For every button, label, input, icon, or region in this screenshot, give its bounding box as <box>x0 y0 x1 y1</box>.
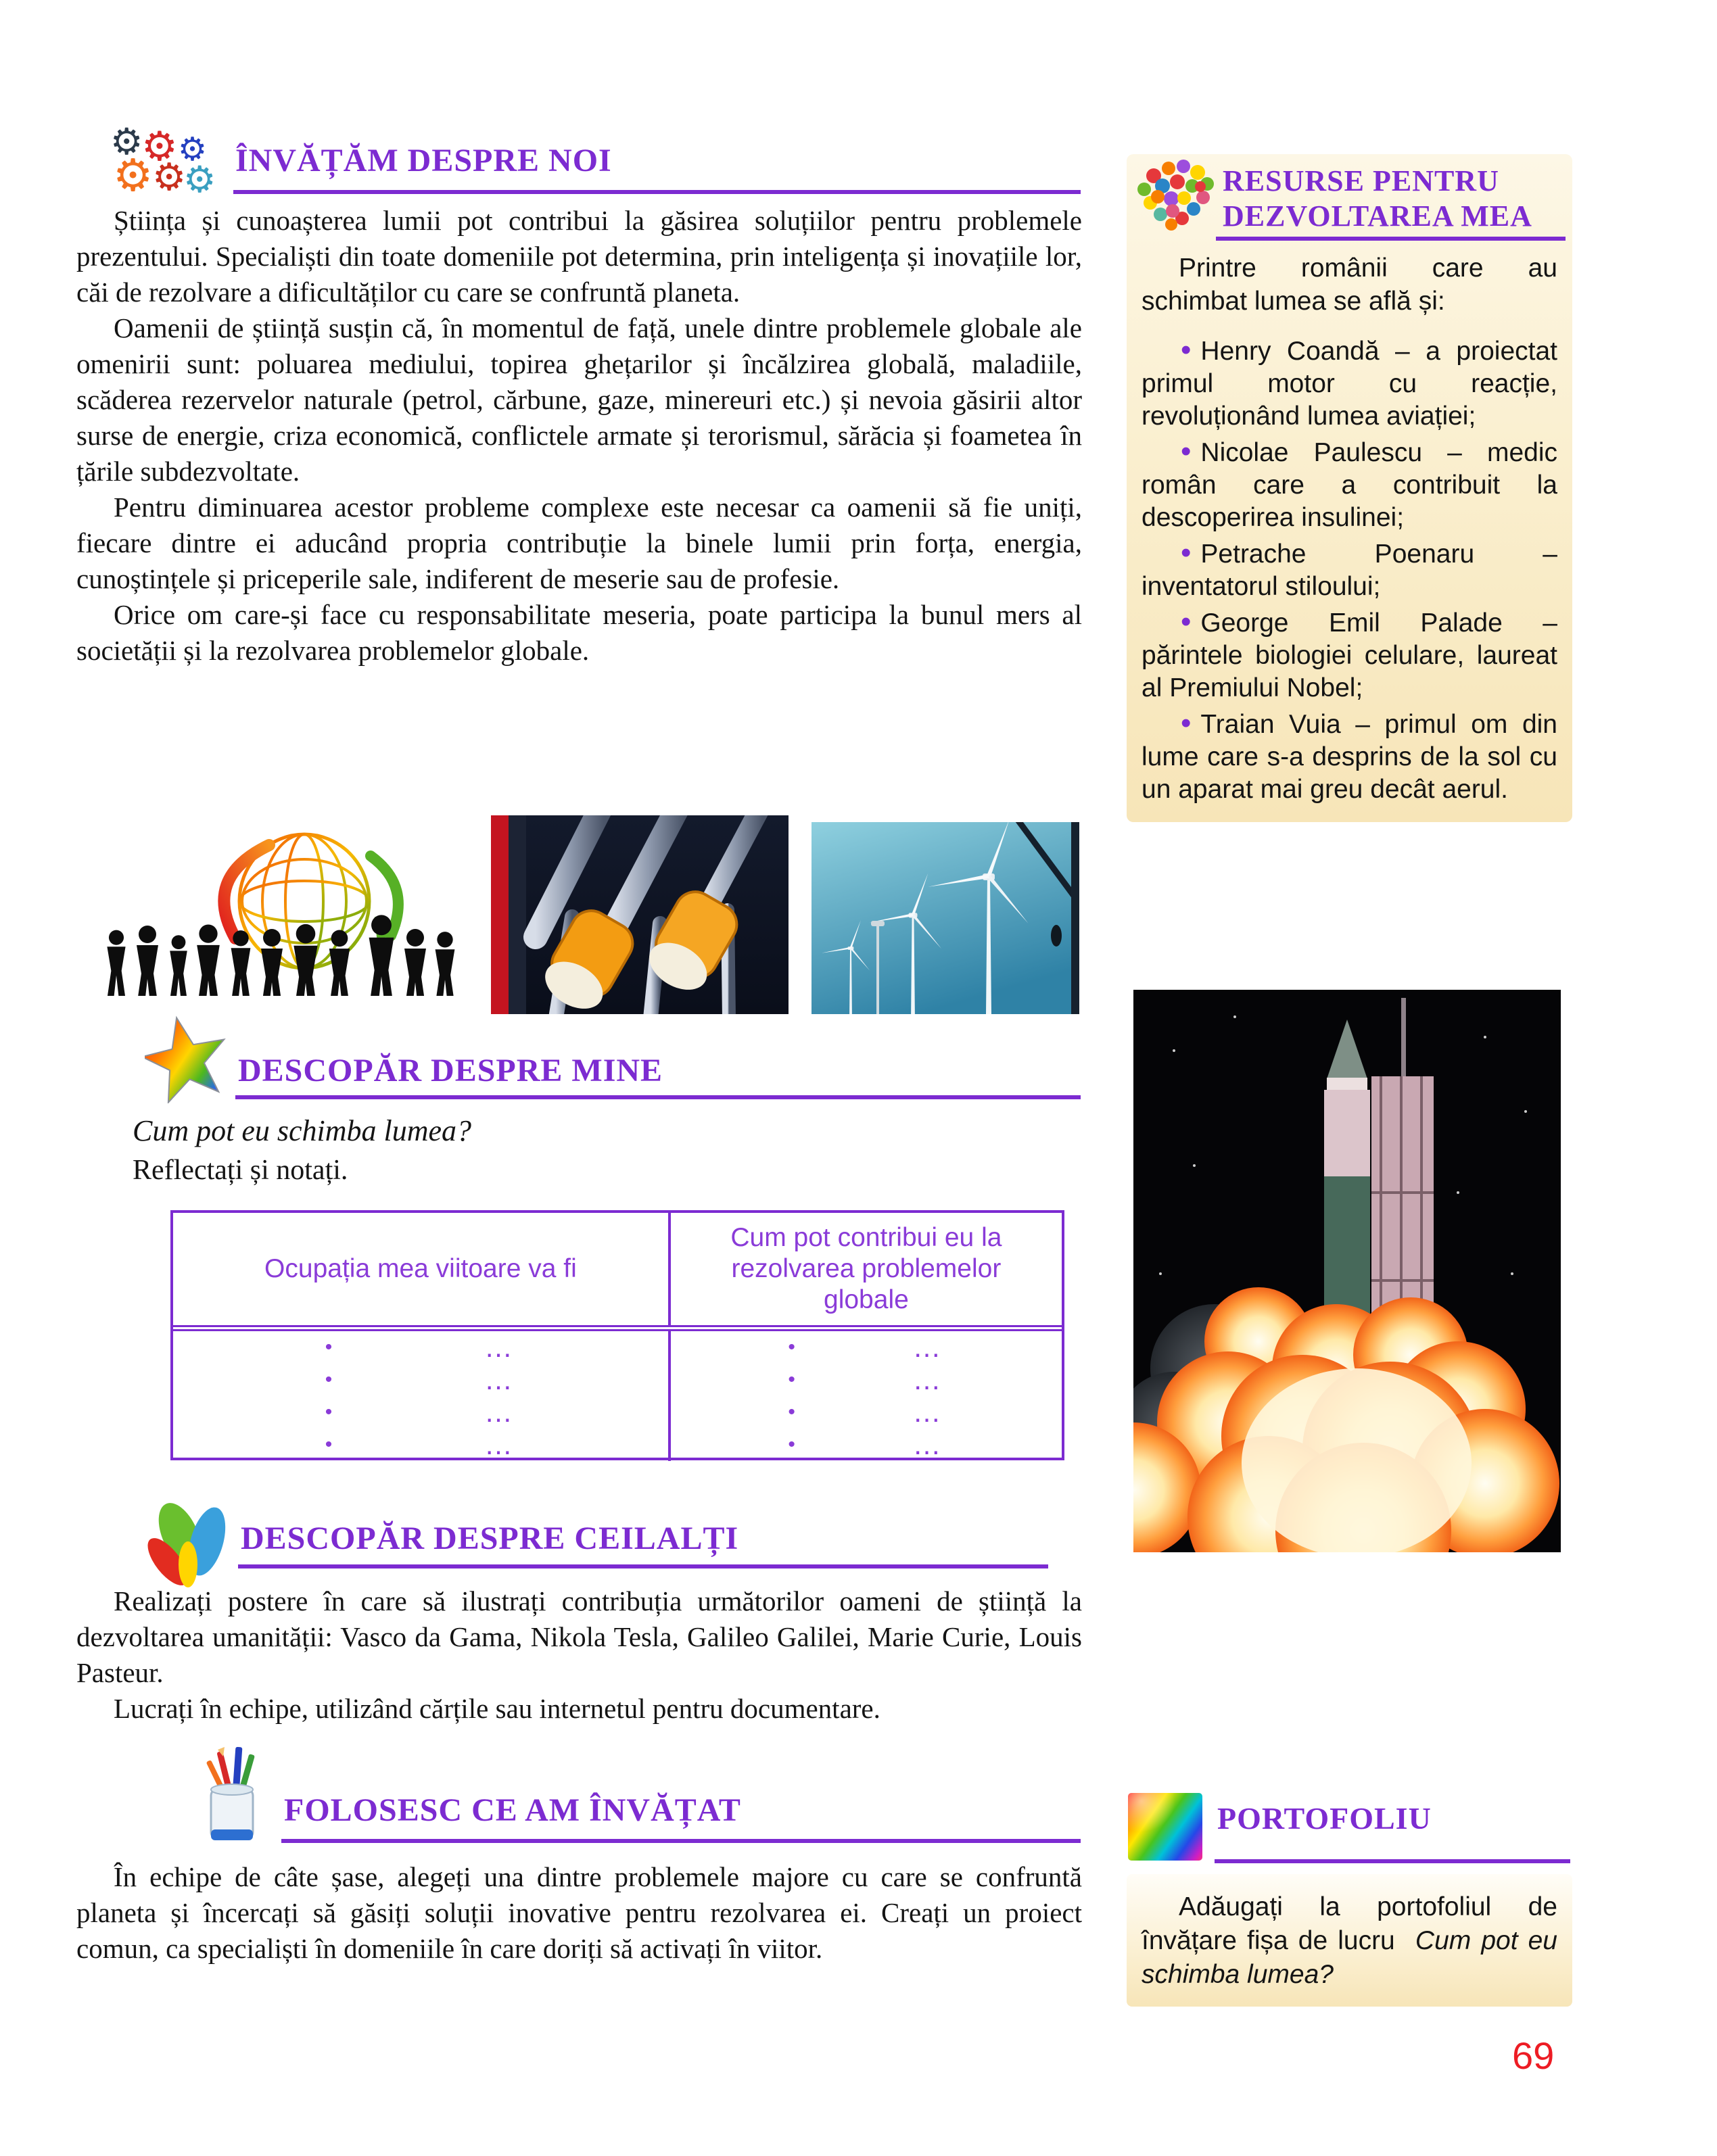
rocket-launch-image <box>1133 990 1561 1552</box>
list-item: • Henry Coandă – a proiectat primul motor cu reacție, revoluționând lumea aviației; <box>1142 333 1557 431</box>
people-globe-image <box>95 830 473 996</box>
reflection-table <box>170 1210 1064 1460</box>
table-body <box>173 1331 1062 1461</box>
paragraph: Oamenii de știință susțin că, în momentul de față, unele dintre problemele globale ale omenirii sunt: poluarea mediului, topirea ghețarilor și încălzirea globală, maladiile, scăderea rezervelor naturale (petrol, cărbune, gaze, minereuri etc.) și nevoia găsirii altor surse de energie, criza economică, conflictele armate și terorismul, sărăcia și foametea în țările subdezvoltate. <box>76 312 1082 487</box>
table-row: • … • … <box>173 1429 1062 1461</box>
gears-icon: ⚙ ⚙ ⚙ ⚙ ⚙ ⚙ <box>110 120 216 201</box>
table-row: • … • … <box>173 1331 1062 1364</box>
paragraph: Orice om care-și face cu responsabilitate meseria, poate participa la bunul mers al societății și la rezolvarea problemelor globale. <box>76 599 1082 666</box>
table-row: • … • … <box>173 1364 1062 1396</box>
pencil-cup-icon <box>199 1747 269 1850</box>
resources-list <box>1142 334 1557 806</box>
paragraph: Știința și cunoașterea lumii pot contribui la găsirea soluțiilor pentru problemele prezentului. Specialiști din toate domeniile pot determina, prin inteligența și inovațiile lor, căi de rezolvare a dificultăților cu care se confruntă planeta. <box>76 205 1082 308</box>
table-header-col1: Ocupația mea viitoare va fi <box>173 1213 671 1325</box>
section-title-discover-others: DESCOPĂR DESPRE CEILALȚI <box>241 1520 739 1556</box>
paragraph: Lucrați în echipe, utilizând cărțile sau internetul pentru documentare. <box>114 1693 880 1724</box>
rainbow-swirl-icon <box>1128 1793 1202 1861</box>
portfolio-panel <box>1127 1874 1572 2007</box>
resources-title-rule <box>1216 237 1566 241</box>
discover-me-instruction: Reflectați și notați. <box>133 1155 348 1186</box>
wind-turbines-image <box>812 822 1079 1014</box>
table-header-col2: Cum pot contribui eu la rezolvarea problemelor globale <box>730 1223 1002 1314</box>
table-row: • … • … <box>173 1396 1062 1429</box>
paragraph: Realizați postere în care să ilustrați contribuția următorilor oameni de știință la dezvoltarea umanității: Vasco da Gama, Nikola Tesla, Galileo Galilei, Marie Curie, Louis Pasteur. <box>76 1585 1082 1688</box>
rainbow-star-icon <box>145 1011 226 1103</box>
table-header-row <box>173 1213 1062 1331</box>
discover-me-question: Cum pot eu schimba lumea? <box>133 1114 472 1147</box>
discover-others-title-rule <box>238 1564 1048 1568</box>
section-title-discover-me: DESCOPĂR DESPRE MINE <box>238 1053 663 1088</box>
portfolio-title-rule <box>1215 1859 1570 1863</box>
learn-text <box>76 203 1082 669</box>
flower-heart-icon <box>1131 149 1220 234</box>
list-item: • Traian Vuia – primul om din lume care s-a desprins de la sol cu un aparat mai greu decât aerul. <box>1142 706 1557 804</box>
resources-panel <box>1127 154 1572 822</box>
list-item: • Petrache Poenaru – inventatorul stiloului; <box>1142 536 1557 601</box>
discover-me-title-rule <box>235 1095 1081 1099</box>
resources-intro: Printre românii care au schimbat lumea se află și: <box>1142 254 1557 316</box>
section-title-learn: ÎNVĂȚĂM DESPRE NOI <box>235 143 612 178</box>
apply-title-rule <box>281 1839 1081 1843</box>
paragraph: În echipe de câte șase, alegeți una dintre problemele majore cu care se confruntă planeta și încercați să găsiți soluții inovative pentru rezolvarea ei. Creați un proiect comun, ca specialiști în domeniile în care doriți să activați în viitor. <box>76 1861 1082 1964</box>
list-item: • George Emil Palade – părintele biologiei celulare, laureat al Premiului Nobel; <box>1142 605 1557 702</box>
list-item: • Nicolae Paulescu – medic român care a contribuit la descoperirea insulinei; <box>1142 435 1557 532</box>
apply-text <box>76 1859 1082 1967</box>
resources-title: RESURSE PENTRU DEZVOLTAREA MEA <box>1223 164 1532 233</box>
paragraph: Pentru diminuarea acestor probleme complexe este necesar ca oamenii să fie uniți, fiecare dintre ei aducând propria contribuție la binele lumii prin forța, energia, cunoștințele și priceperile sale, indiferent de meserie sau de profesie. <box>76 492 1082 594</box>
section-title-portfolio: PORTOFOLIU <box>1217 1801 1432 1836</box>
page-number: 69 <box>1512 2034 1555 2077</box>
discover-others-text <box>76 1583 1082 1727</box>
learn-title-rule <box>233 190 1081 194</box>
portfolio-worksheet-title: Cum pot eu schimba lumea? <box>1142 1926 1557 1989</box>
portfolio-text: Adăugați la portofoliul de învățare fișa de lucru Cum pot eu schimba lumea? <box>1142 1892 1557 1989</box>
section-title-apply: FOLOSESC CE AM ÎNVĂȚAT <box>284 1792 741 1828</box>
fuel-pump-image <box>491 815 789 1014</box>
